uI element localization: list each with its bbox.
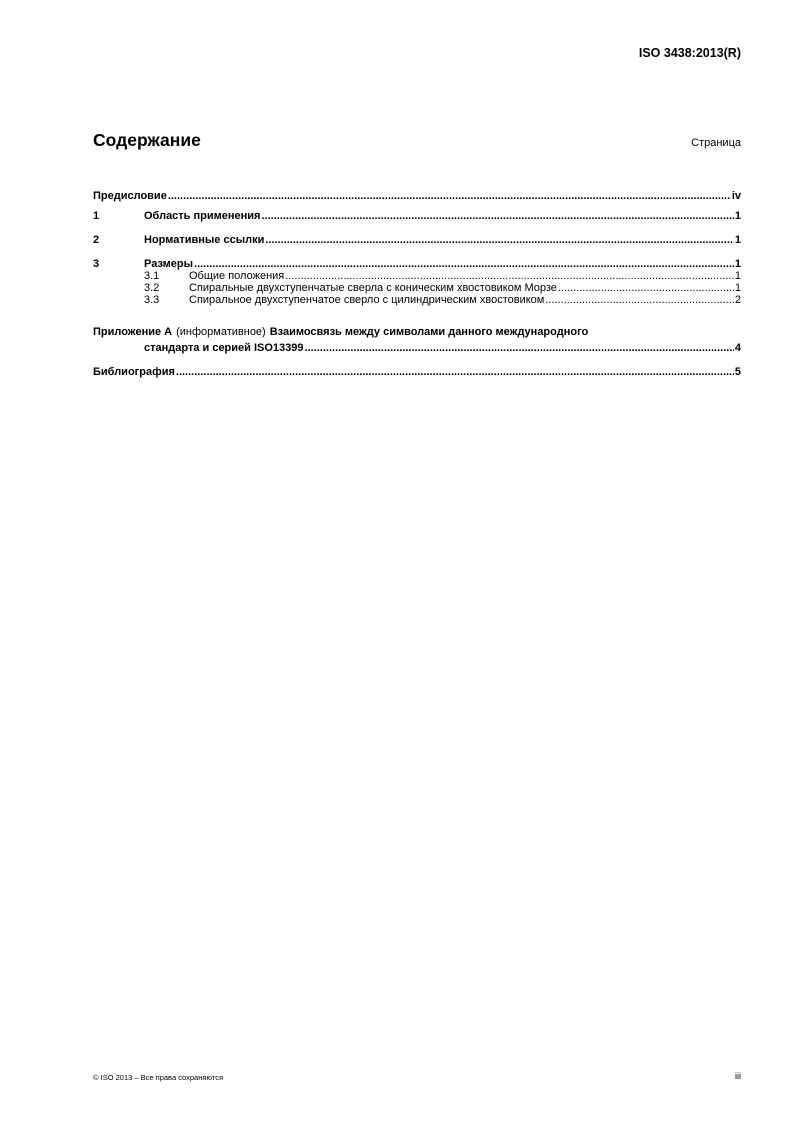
toc-entry-title: Библиография bbox=[93, 366, 175, 378]
toc-title: Содержание bbox=[93, 130, 201, 150]
footer-page-number: iii bbox=[735, 1071, 741, 1081]
toc-entry-page: 1 bbox=[734, 210, 741, 222]
toc-entry-cylindrical-shank-drill[interactable] bbox=[93, 294, 741, 307]
dot-leader bbox=[545, 294, 734, 307]
toc-entry-number: 3.2 bbox=[144, 282, 160, 294]
toc-entry-page: 1 bbox=[734, 270, 741, 282]
toc-entry-foreword[interactable] bbox=[93, 190, 741, 203]
toc-entry-page: iv bbox=[731, 190, 741, 202]
toc-entry-number: 3 bbox=[93, 258, 100, 270]
toc-entry-scope[interactable] bbox=[93, 210, 741, 223]
toc-entry-page: 1 bbox=[734, 282, 741, 294]
footer-copyright: © ISO 2013 – Все права сохраняются bbox=[93, 1073, 224, 1082]
toc-entry-title: Общие положения bbox=[189, 270, 285, 282]
dot-leader bbox=[168, 190, 731, 203]
annex-title-line2: стандарта и серией ISO13399 bbox=[144, 342, 304, 354]
dot-leader bbox=[305, 342, 734, 355]
toc-entry-annex-a-line2[interactable] bbox=[93, 342, 741, 355]
page-column-label: Страница bbox=[691, 137, 741, 149]
toc-entry-page: 4 bbox=[734, 342, 741, 354]
toc-entry-bibliography[interactable] bbox=[93, 366, 741, 379]
toc-entry-number: 2 bbox=[93, 234, 100, 246]
toc-entry-page: 5 bbox=[734, 366, 741, 378]
dot-leader bbox=[176, 366, 734, 379]
annex-type: (информативное) bbox=[176, 326, 266, 338]
document-id: ISO 3438:2013(R) bbox=[638, 46, 741, 60]
annex-title-line1: Взаимосвязь между символами данного международного bbox=[269, 326, 589, 338]
dot-leader bbox=[261, 210, 733, 223]
toc-entry-page: 1 bbox=[734, 258, 741, 270]
toc-entry-number: 1 bbox=[93, 210, 100, 222]
toc-entry-title: Предисловие bbox=[93, 190, 167, 202]
toc-entry-number: 3.1 bbox=[144, 270, 160, 282]
dot-leader bbox=[265, 234, 734, 247]
toc-entry-title: Размеры bbox=[144, 258, 194, 270]
toc-entry-number: 3.3 bbox=[144, 294, 160, 306]
annex-label: Приложение A bbox=[93, 326, 173, 338]
toc-entry-title: Область применения bbox=[144, 210, 261, 222]
toc-entry-title: Спиральные двухступенчатые сверла с коническим хвостовиком Морзе bbox=[189, 282, 557, 294]
toc-entry-annex-a-line1[interactable] bbox=[93, 326, 741, 339]
toc-entry-title: Спиральное двухступенчатое сверло с цилиндрическим хвостовиком bbox=[189, 294, 545, 306]
toc-entry-title: Нормативные ссылки bbox=[144, 234, 265, 246]
toc-entry-normative-references[interactable] bbox=[93, 234, 741, 247]
toc-entry-page: 1 bbox=[734, 234, 741, 246]
toc-entry-page: 2 bbox=[734, 294, 741, 306]
